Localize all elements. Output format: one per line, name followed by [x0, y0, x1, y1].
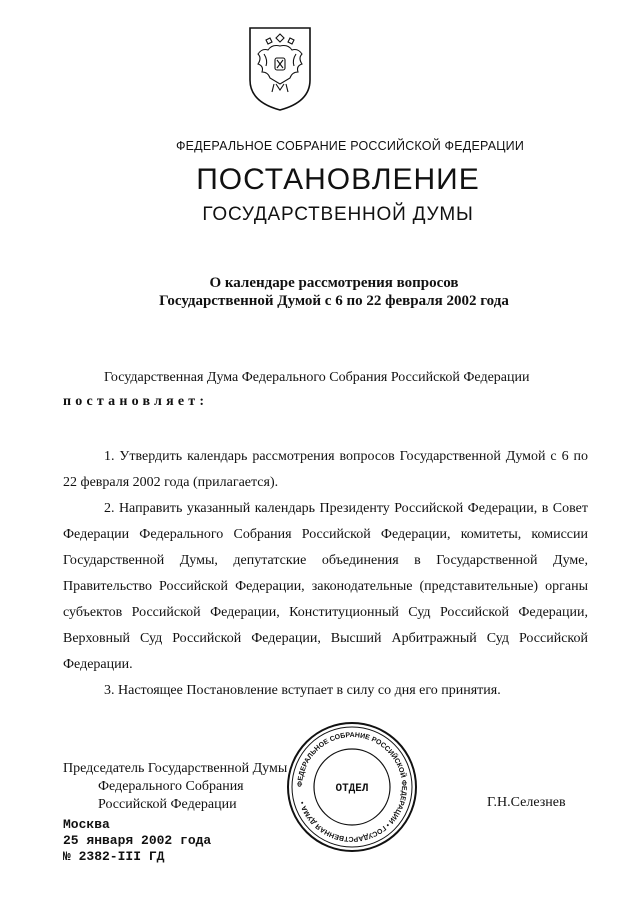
issue-date: 25 января 2002 года	[63, 833, 212, 848]
signatory-name: Г.Н.Селезнев	[487, 795, 566, 810]
issue-city: Москва	[63, 817, 110, 832]
stamp-ring-text: ФЕДЕРАЛЬНОЕ СОБРАНИЕ РОССИЙСКОЙ ФЕДЕРАЦИИ • ГОСУДАРСТВЕННАЯ ДУМА •	[296, 731, 408, 843]
resolution-item-2: 2. Направить указанный календарь Президенту Российской Федерации, в Совет Федерации Федерального Собрания Российской Федерации, комитеты, комиссии Государственной Думы, депутатские объединения в Государственной Думе, Правительство Российской Федерации, законодательные (представительные) органы субъектов Российской Федерации, Конституционный Суд Российской Федерации, Верховный Суд Российской Федерации, Высший Арбитражный Суд Российской Федерации.	[63, 501, 588, 672]
resolution-title-line-1: О календаре рассмотрения вопросов	[209, 275, 459, 291]
assembly-heading: ФЕДЕРАЛЬНОЕ СОБРАНИЕ РОССИЙСКОЙ ФЕДЕРАЦИИ	[175, 139, 525, 153]
resolution-title-line-2: Государственной Думой с 6 по 22 февраля 2002 года	[159, 293, 509, 309]
issuing-body-title: ГОСУДАРСТВЕННОЙ ДУМЫ	[202, 204, 474, 225]
document-type-title: ПОСТАНОВЛЕНИЕ	[196, 163, 480, 196]
signatory-title-line-2: Федерального Собрания	[98, 779, 244, 794]
resolution-item-3: 3. Настоящее Постановление вступает в силу со дня его принятия.	[104, 683, 501, 698]
resolution-item-1: 1. Утвердить календарь рассмотрения вопросов Государственной Думой с 6 по 22 февраля 2002 года (прилагается).	[63, 449, 588, 490]
signatory-title-line-1: Председатель Государственной Думы	[63, 761, 288, 776]
document-number: № 2382-III ГД	[63, 849, 165, 864]
preamble-text: Государственная Дума Федерального Собрания Российской Федерации	[104, 370, 530, 385]
stamp-inner-text: ОТДЕЛ	[335, 783, 369, 795]
signatory-title-line-3: Российской Федерации	[98, 797, 237, 812]
coat-of-arms-icon	[246, 24, 314, 112]
resolves-word: постановляет:	[63, 394, 209, 409]
office-stamp	[284, 719, 420, 855]
